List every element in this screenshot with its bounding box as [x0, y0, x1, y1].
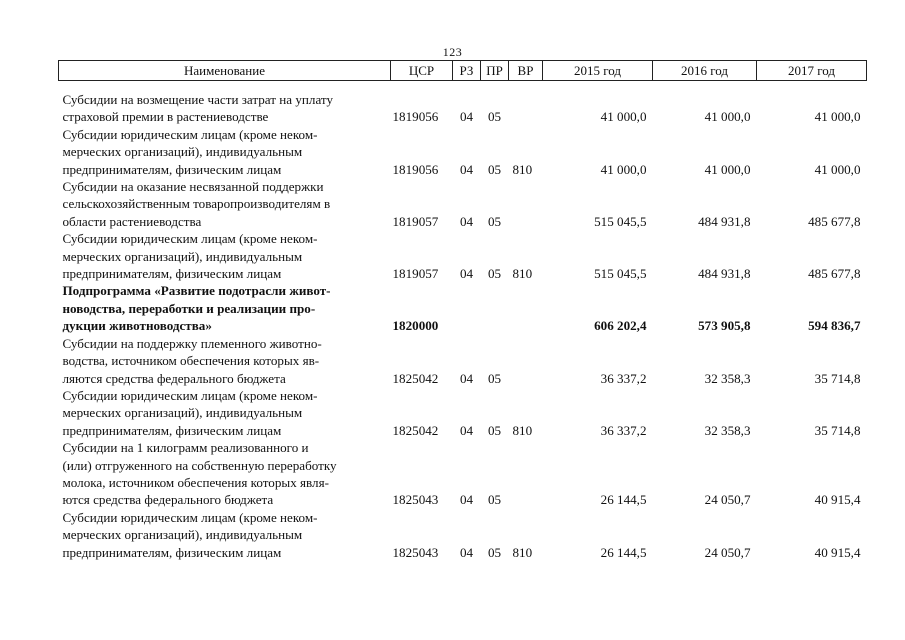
row-name-line: Субсидии на поддержку племенного животно-	[62, 335, 322, 351]
row-csr: 1820000	[392, 318, 439, 334]
row-rz: 04	[459, 266, 474, 282]
row-name-line: ются средства федерального бюджета	[62, 492, 274, 508]
row-name	[59, 439, 391, 509]
row-name-line: сельскохозяйственным товаропроизводителям в	[62, 196, 331, 212]
row-name-line: водства, источником обеспечения которых яв-	[62, 353, 320, 369]
row-pr: 05	[487, 213, 502, 229]
header-2017: 2017 год	[757, 61, 867, 81]
row-2015: 515 045,5	[594, 266, 647, 282]
row-2017: 485 677,8	[808, 213, 861, 229]
row-name-line: Субсидии на возмещение части затрат на уплату	[62, 92, 334, 107]
row-name	[59, 230, 391, 282]
table-row	[59, 230, 867, 282]
row-csr: 1825043	[392, 544, 439, 560]
row-2016: 484 931,8	[698, 213, 751, 229]
row-2017: 40 915,4	[814, 492, 861, 508]
row-rz: 04	[459, 492, 474, 508]
header-name: Наименование	[59, 61, 391, 81]
row-name	[59, 509, 391, 561]
row-2017: 35 714,8	[814, 370, 861, 386]
row-vr: 810	[512, 161, 533, 177]
row-rz: 04	[459, 213, 474, 229]
row-name-line: предпринимателям, физическим лицам	[62, 161, 282, 177]
row-pr: 05	[487, 161, 502, 177]
row-2017: 35 714,8	[814, 422, 861, 438]
row-csr: 1819057	[392, 213, 439, 229]
row-csr: 1819057	[392, 266, 439, 282]
row-vr: 810	[512, 544, 533, 560]
row-2015: 41 000,0	[600, 109, 647, 125]
row-name	[59, 81, 391, 126]
row-name-line: дукции животноводства»	[62, 318, 212, 334]
row-name-line: (или) отгруженного на собственную переработку	[62, 457, 337, 473]
header-rz: РЗ	[453, 61, 481, 81]
table-header	[59, 61, 867, 81]
row-2017: 485 677,8	[808, 266, 861, 282]
row-name	[59, 282, 391, 334]
row-2015: 26 144,5	[600, 492, 647, 508]
row-name	[59, 178, 391, 230]
table-row	[59, 126, 867, 178]
row-name-line: ляются средства федерального бюджета	[62, 370, 286, 386]
row-name-line: предпринимателям, физическим лицам	[62, 266, 282, 282]
table-row	[59, 81, 867, 126]
header-pr: ПР	[481, 61, 509, 81]
header-vr: ВР	[509, 61, 543, 81]
row-vr	[509, 81, 543, 126]
row-pr: 05	[487, 370, 502, 386]
table-row	[59, 387, 867, 439]
row-name-line: мерческих организаций), индивидуальным	[62, 405, 303, 421]
header-csr: ЦСР	[391, 61, 453, 81]
row-2016: 41 000,0	[704, 161, 751, 177]
budget-table	[58, 60, 867, 561]
row-name-line: мерческих организаций), индивидуальным	[62, 527, 303, 543]
row-csr: 1819056	[392, 161, 439, 177]
row-vr	[509, 178, 543, 230]
row-2016: 32 358,3	[704, 370, 751, 386]
row-name-line: Субсидии юридическим лицам (кроме неком-	[62, 231, 318, 247]
row-2015: 41 000,0	[600, 161, 647, 177]
row-pr	[481, 282, 509, 334]
table-row	[59, 335, 867, 387]
row-rz: 04	[459, 370, 474, 386]
row-2015: 606 202,4	[594, 318, 647, 334]
row-csr: 1825043	[392, 492, 439, 508]
table-row	[59, 509, 867, 561]
row-name	[59, 387, 391, 439]
row-name	[59, 335, 391, 387]
row-vr: 810	[512, 266, 533, 282]
row-rz: 04	[459, 161, 474, 177]
table-row	[59, 282, 867, 334]
row-pr: 05	[487, 492, 502, 508]
row-name-line: Подпрограмма «Развитие подотрасли живот-	[62, 283, 331, 299]
row-vr	[509, 282, 543, 334]
row-name-line: молока, источником обеспечения которых явля-	[62, 474, 329, 490]
row-name-line: Субсидии юридическим лицам (кроме неком-	[62, 509, 318, 525]
row-pr: 05	[487, 109, 502, 125]
table-body	[59, 81, 867, 561]
row-name	[59, 126, 391, 178]
row-2015: 515 045,5	[594, 213, 647, 229]
row-pr: 05	[487, 544, 502, 560]
row-2016: 32 358,3	[704, 422, 751, 438]
row-csr: 1825042	[392, 422, 439, 438]
row-2016: 484 931,8	[698, 266, 751, 282]
row-name-line: предпринимателям, физическим лицам	[62, 544, 282, 560]
row-name-line: мерческих организаций), индивидуальным	[62, 248, 303, 264]
row-name-line: страховой премии в растениеводстве	[62, 109, 269, 125]
row-pr: 05	[487, 266, 502, 282]
row-csr: 1825042	[392, 370, 439, 386]
table-row	[59, 178, 867, 230]
row-2016: 41 000,0	[704, 109, 751, 125]
row-name-line: Субсидии на 1 килограмм реализованного и	[62, 440, 309, 456]
row-name-line: мерческих организаций), индивидуальным	[62, 144, 303, 160]
row-vr: 810	[512, 422, 533, 438]
row-rz: 04	[459, 109, 474, 125]
row-2015: 36 337,2	[600, 422, 647, 438]
row-vr	[509, 335, 543, 387]
row-2016: 24 050,7	[704, 492, 751, 508]
row-name-line: области растениеводства	[62, 213, 202, 229]
row-rz: 04	[459, 422, 474, 438]
row-2015: 26 144,5	[600, 544, 647, 560]
row-rz	[453, 282, 481, 334]
page-number: 123	[442, 45, 463, 59]
row-2016: 24 050,7	[704, 544, 751, 560]
row-name-line: новодства, переработки и реализации про-	[62, 300, 316, 316]
row-2017: 40 915,4	[814, 544, 861, 560]
row-2017: 41 000,0	[814, 109, 861, 125]
header-2016: 2016 год	[653, 61, 757, 81]
row-2017: 41 000,0	[814, 161, 861, 177]
row-2017: 594 836,7	[808, 318, 861, 334]
row-2016: 573 905,8	[698, 318, 751, 334]
row-vr	[509, 439, 543, 509]
row-name-line: предпринимателям, физическим лицам	[62, 422, 282, 438]
row-name-line: Субсидии на оказание несвязанной поддержки	[62, 179, 324, 195]
row-name-line: Субсидии юридическим лицам (кроме неком-	[62, 126, 318, 142]
table-row	[59, 439, 867, 509]
row-rz: 04	[459, 544, 474, 560]
row-pr: 05	[487, 422, 502, 438]
row-2015: 36 337,2	[600, 370, 647, 386]
header-2015: 2015 год	[543, 61, 653, 81]
row-csr: 1819056	[392, 109, 439, 125]
row-name-line: Субсидии юридическим лицам (кроме неком-	[62, 387, 318, 403]
